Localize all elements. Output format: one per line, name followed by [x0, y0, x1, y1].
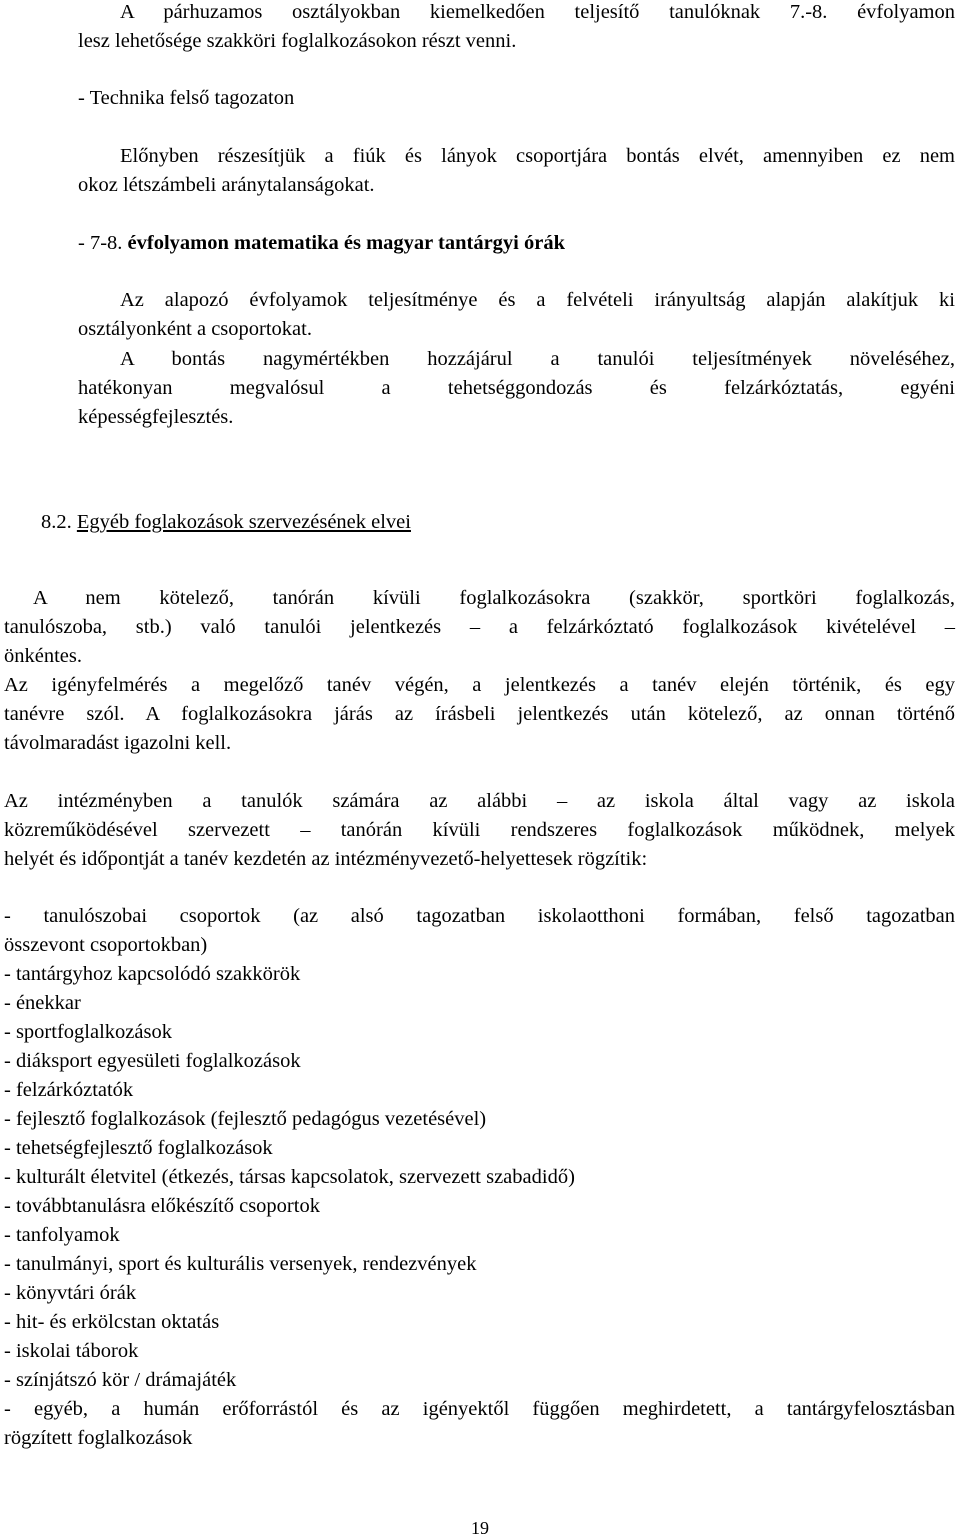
para2-line-3: helyét és időpontját a tanév kezdetén az intézményvezető-helyettesek rögzítik:: [4, 848, 648, 870]
list-item: - hit- és erkölcstan oktatás: [4, 1311, 220, 1333]
para2-line-1: Az intézményben a tanulók számára az alábbi – az iskola által vagy az iskola: [4, 790, 955, 812]
list-item: - tanfolyamok: [4, 1224, 120, 1246]
matek-line-1: Az alapozó évfolyamok teljesítménye és a felvételi irányultság alapján alakítjuk ki: [120, 289, 955, 311]
list-item: - tehetségfejlesztő foglalkozások: [4, 1137, 273, 1159]
para1-line-6: távolmaradást igazolni kell.: [4, 732, 232, 754]
list-item: - tanulószobai csoportok (az alsó tagozatban iskolaotthoni formában, felső tagozatban: [4, 905, 955, 927]
matek-heading-bold: évfolyamon matematika és magyar tantárgyi órák: [127, 232, 565, 254]
section-title: Egyéb foglakozások szervezésének elvei: [76, 511, 411, 533]
matek-heading-prefix: - 7-8.: [78, 232, 123, 254]
list-item: - egyéb, a humán erőforrástól és az igényektől függően meghirdetett, a tantárgyfelosztásban: [4, 1398, 955, 1420]
page-number: 19: [471, 1518, 489, 1538]
intro-line-2: lesz lehetősége szakköri foglalkozásokon részt venni.: [78, 30, 517, 52]
technika-heading: - Technika felső tagozaton: [78, 87, 295, 109]
technika-line-1: Előnyben részesítjük a fiúk és lányok csoportjára bontás elvét, amennyiben ez nem: [120, 145, 955, 167]
technika-line-2: okoz létszámbeli aránytalanságokat.: [78, 174, 375, 196]
list-item: - énekkar: [4, 992, 81, 1014]
matek-heading: [78, 231, 565, 255]
list-item: - könyvtári órák: [4, 1282, 137, 1304]
para2-line-2: közreműködésével szervezett – tanórán kívüli rendszeres foglalkozások működnek, melyek: [4, 819, 955, 841]
para1-line-1: A nem kötelező, tanórán kívüli foglalkozásokra (szakkör, sportköri foglalkozás,: [33, 587, 955, 609]
section-number: 8.2.: [41, 511, 72, 533]
list-item: - felzárkóztatók: [4, 1079, 134, 1101]
matek-line-2: osztályonként a csoportokat.: [78, 318, 312, 340]
list-item-continuation: összevont csoportokban): [4, 934, 208, 956]
list-item: - fejlesztő foglalkozások (fejlesztő pedagógus vezetésével): [4, 1108, 487, 1130]
list-item-continuation: rögzített foglalkozások: [4, 1427, 193, 1449]
list-item: - színjátszó kör / drámajáték: [4, 1369, 237, 1391]
section-heading: [41, 510, 411, 534]
list-item: - diáksport egyesületi foglalkozások: [4, 1050, 301, 1072]
para1-line-4: Az igényfelmérés a megelőző tanév végén, a jelentkezés a tanév elején történik, és egy: [4, 674, 955, 696]
list-item: - sportfoglalkozások: [4, 1021, 172, 1043]
list-item: - iskolai táborok: [4, 1340, 139, 1362]
matek-line-3: A bontás nagymértékben hozzájárul a tanulói teljesítmények növeléséhez,: [120, 348, 955, 370]
para1-line-5: tanévre szól. A foglalkozásokra járás az írásbeli jelentkezés után kötelező, az onnan történő: [4, 703, 955, 725]
matek-line-5: képességfejlesztés.: [78, 406, 234, 428]
matek-line-4: hatékonyan megvalósul a tehetséggondozás és felzárkóztatás, egyéni: [78, 377, 955, 399]
para1-line-3: önkéntes.: [4, 645, 82, 667]
list-item: - tanulmányi, sport és kulturális versenyek, rendezvények: [4, 1253, 477, 1275]
intro-line-1: A párhuzamos osztályokban kiemelkedően teljesítő tanulóknak 7.-8. évfolyamon: [120, 1, 955, 23]
para1-line-2: tanulószoba, stb.) való tanulói jelentkezés – a felzárkóztató foglalkozások kivételével –: [4, 616, 955, 638]
list-item: - kulturált életvitel (étkezés, társas kapcsolatok, szervezett szabadidő): [4, 1166, 575, 1188]
list-item: - tantárgyhoz kapcsolódó szakkörök: [4, 963, 301, 985]
list-item: - továbbtanulásra előkészítő csoportok: [4, 1195, 320, 1217]
